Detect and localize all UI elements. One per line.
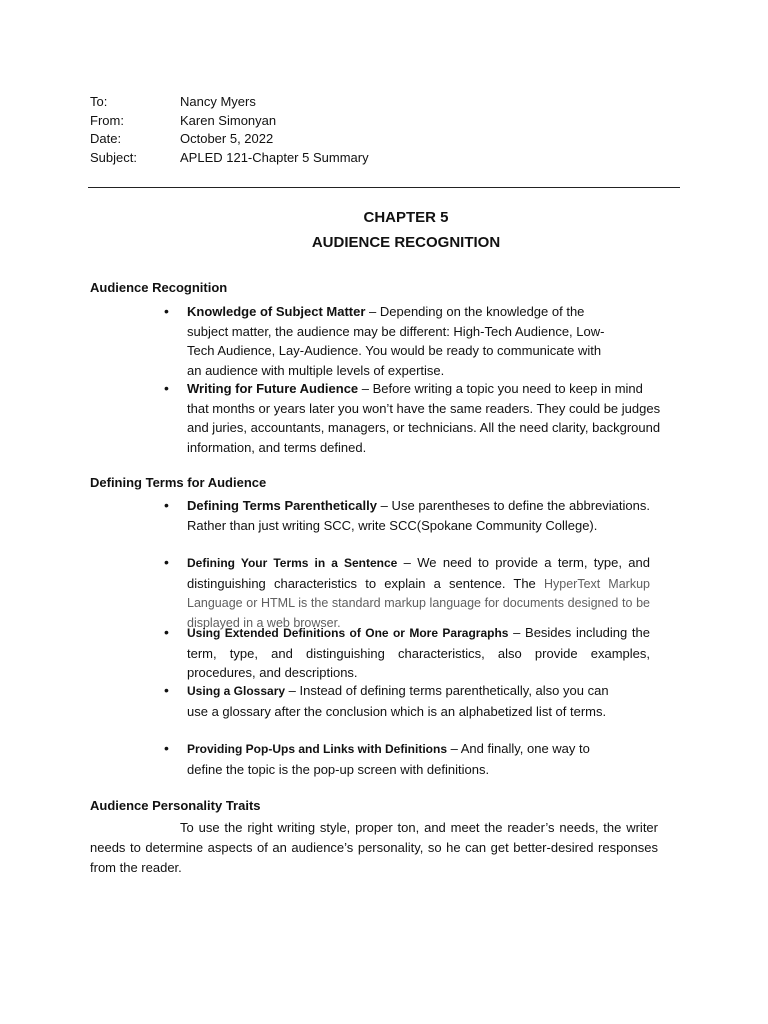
list-item-text: – And finally, one way to define the topic is the pop-up screen with definitions.	[187, 741, 590, 777]
list-item	[162, 681, 617, 721]
chapter-subtitle: AUDIENCE RECOGNITION	[311, 234, 501, 251]
section-heading-defining-terms: Defining Terms for Audience	[90, 475, 267, 490]
memo-to-row	[90, 93, 256, 111]
memo-from-value: Karen Simonyan	[180, 113, 277, 128]
list-item-term: Defining Terms Parenthetically	[187, 498, 377, 513]
personality-paragraph: To use the right writing style, proper ton, and meet the reader’s needs, the writer needs to determine aspects of an audience’s personality, so he can get better-desired responses from the reader.	[90, 820, 658, 875]
memo-date-value: October 5, 2022	[180, 131, 274, 146]
defining-terms-list-5	[162, 739, 607, 779]
section-heading-audience-recognition: Audience Recognition	[90, 280, 228, 295]
memo-subject-label: Subject:	[90, 150, 137, 165]
list-item-text: – Besides including the term, type, and distinguishing characteristics, also provide examples, procedures, and descriptions.	[187, 625, 650, 680]
memo-to-label: To:	[90, 94, 108, 109]
defining-terms-list-4	[162, 681, 617, 721]
list-item	[162, 302, 607, 380]
memo-date-label: Date:	[90, 131, 122, 146]
memo-subject-row	[90, 149, 369, 167]
defining-terms-list	[162, 496, 650, 535]
memo-to-value: Nancy Myers	[180, 94, 256, 109]
audience-recognition-list	[162, 302, 607, 380]
defining-terms-list-2	[162, 553, 650, 632]
bullet-icon: •	[164, 624, 169, 640]
header-divider	[88, 187, 680, 188]
memo-date-row	[90, 130, 273, 148]
list-item-term: Knowledge of Subject Matter	[187, 304, 366, 319]
list-item-text: – Use parentheses to define the abbreviations. Rather than just writing SCC, write SCC(Spokane Community College).	[187, 498, 650, 533]
bullet-icon: •	[164, 554, 169, 570]
list-item-text: – Depending on the knowledge of the subject matter, the audience may be different: High-Tech Audience, Low-Tech Audience, Lay-Audience. You would be ready to communicate with an audience with multiple levels of expertise.	[187, 304, 605, 378]
memo-from-label: From:	[90, 113, 124, 128]
list-item	[162, 496, 650, 535]
memo-subject-value: APLED 121-Chapter 5 Summary	[180, 150, 369, 165]
section-heading-personality-traits: Audience Personality Traits	[90, 798, 261, 813]
list-item	[162, 739, 607, 779]
list-item-term: Using Extended Definitions of One or More Paragraphs	[187, 626, 509, 640]
list-item-term: Writing for Future Audience	[187, 381, 359, 396]
bullet-icon: •	[164, 497, 169, 513]
audience-recognition-list-2	[162, 379, 662, 457]
bullet-icon: •	[164, 303, 169, 319]
defining-terms-list-3	[162, 623, 650, 683]
list-item-text: – Instead of defining terms parenthetically, also you can use a glossary after the conclusion which is an alphabetized list of terms.	[187, 683, 609, 719]
list-item-term: Using a Glossary	[187, 684, 286, 698]
list-item-term: Providing Pop-Ups and Links with Definitions	[187, 742, 448, 756]
list-item	[162, 553, 650, 632]
memo-from-row	[90, 112, 276, 130]
quoted-definition: HyperText Markup Language or HTML is the standard markup language for documents designed to be displayed in a web browser.	[187, 576, 650, 630]
list-item	[162, 623, 650, 683]
bullet-icon: •	[164, 682, 169, 698]
list-item-text: – Before writing a topic you need to keep in mind that months or years later you won’t have the same readers. They could be judges and juries, accountants, managers, or technicians. All the need clarity, background information, and terms defined.	[187, 381, 661, 455]
list-item	[162, 379, 662, 457]
list-item-text: – We need to provide a term, type, and distinguishing characteristics to explain a sentence. The	[187, 555, 650, 591]
list-item-term: Defining Your Terms in a Sentence	[187, 556, 398, 570]
bullet-icon: •	[164, 380, 169, 396]
chapter-title: CHAPTER 5	[363, 209, 449, 226]
bullet-icon: •	[164, 740, 169, 756]
